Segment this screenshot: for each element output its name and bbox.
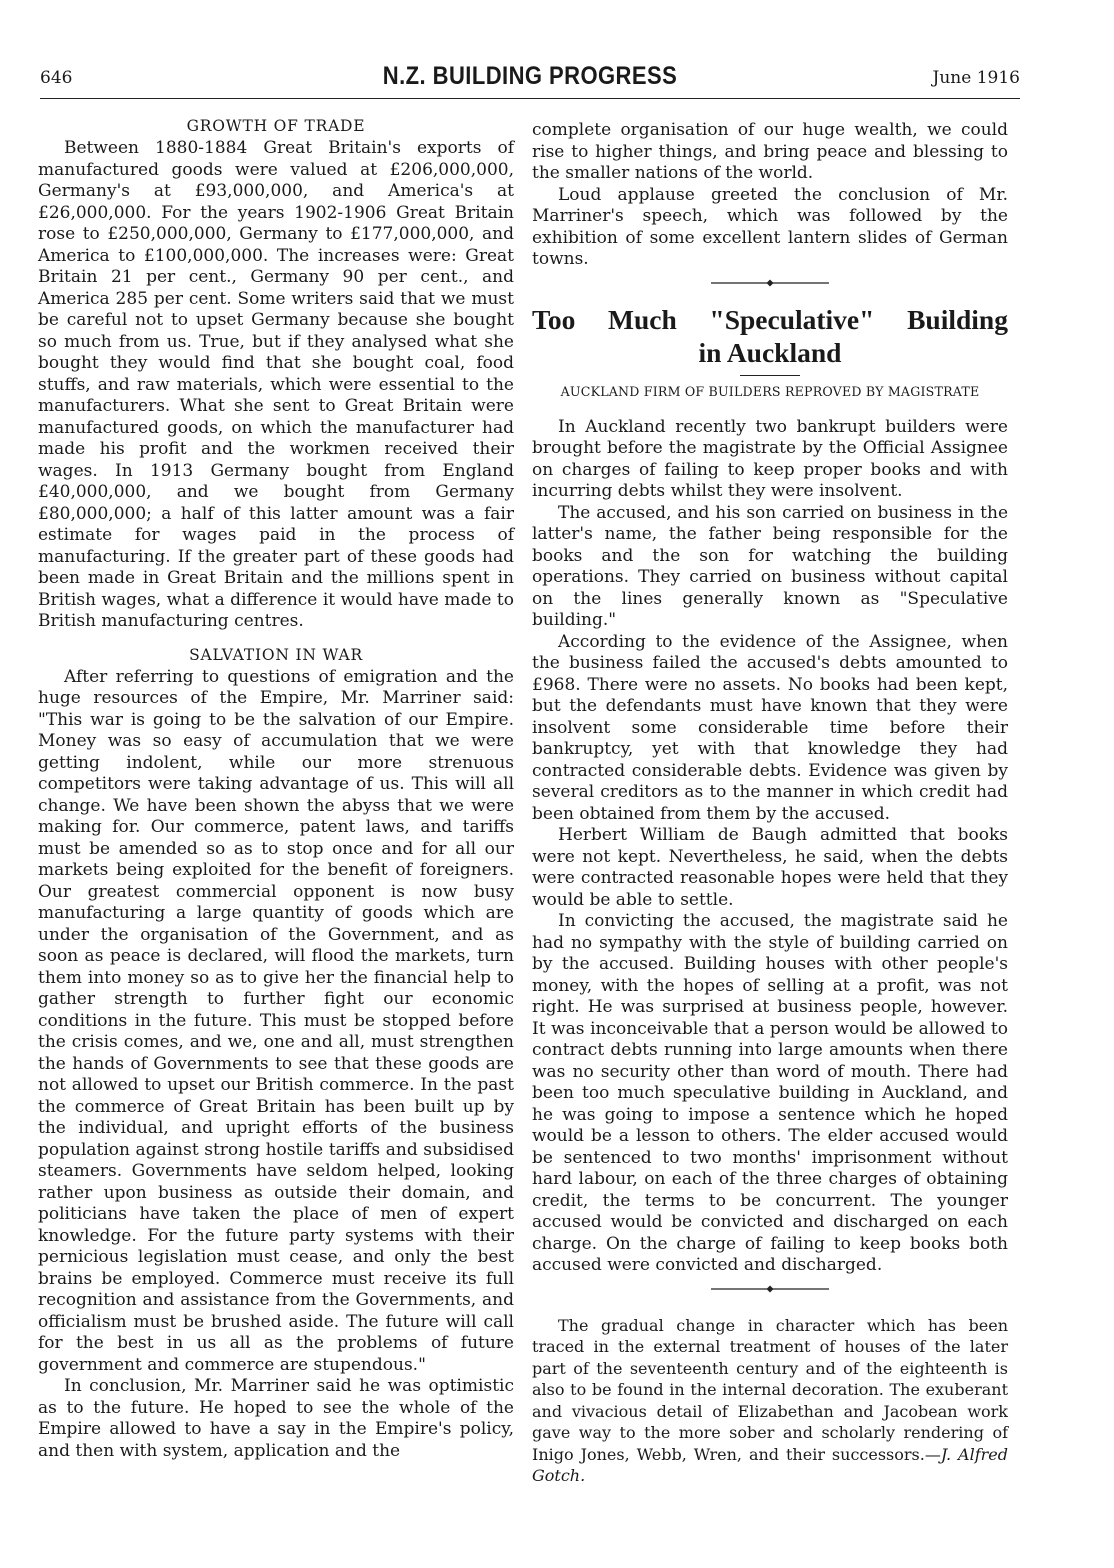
article-title [532, 303, 1008, 369]
right-column [532, 120, 1008, 1487]
paragraph: According to the evidence of the Assignee, when the business failed the accused's debts amounted to £968. There were no assets. No books had been kept, but the defendants must have known that they were insolvent some considerable time before their bankruptcy, yet with that knowledge they had contracted considerable debts. Evidence was given by several creditors as to the manner in which credit had been obtained from them by the accused. [532, 631, 1008, 824]
article-kicker: AUCKLAND FIRM OF BUILDERS REPROVED BY MAGISTRATE [560, 383, 980, 399]
title-word: Too [532, 303, 576, 335]
article-title-line-1 [532, 303, 1008, 336]
subheading-salvation-in-war: SALVATION IN WAR [189, 645, 363, 664]
paragraph: In convicting the accused, the magistrate said he had no sympathy with the style of building carried on by the accused. Building houses with other people's money, with the hopes of selling at a profit, was not right. He was surprised at business people, however. It was inconceivable that a person would be allowed to contract debts running into large amounts when there was no security other than word of mouth. There had been too much speculative building in Auckland, and he was going to impose a sentence which he hoped would be a lesson to others. The elder accused would be sentenced to two months' imprisonment without hard labour, on each of the three charges of obtaining credit, the terms to be concurrent. The younger accused would be convicted and discharged on each charge. On the charge of failing to keep books both accused were convicted and discharged. [532, 911, 1008, 1275]
header-rule [40, 98, 1020, 99]
paragraph: Herbert William de Baugh admitted that books were not kept. Nevertheless, he said, when the debts were contracted reasonable hopes were held that they would be able to settle. [532, 825, 1008, 910]
paragraph: Between 1880-1884 Great Britain's exports of manufactured goods were valued at £206,000,000, Germany's at £93,000,000, and America's at £26,000,000. For the years 1902-1906 Great Britain rose to £250,000,000, Germany to £177,000,000, and America to £100,000,000. The increases were: Great Britain 21 per cent., Germany 90 per cent., and America 285 per cent. Some writers said that we must be careful not to upset Germany because she bought so much from us. True, but if they analysed what she bought they would find that she bought coal, food stuffs, and raw materials, which were essential to the manufacturers. What she sent to Great Britain were manufactured goods, on which the manufacturer had made his profit and the workmen received their wages. In 1913 Germany bought from England £40,000,000, and we bought from Germany £80,000,000; a half of this latter amount was a fair estimate for wages paid in the process of manufacturing. If the greater part of these goods had been made in Great Britain and the millions spent in British wages, what a difference it would have made to British manufacturing centres. [38, 138, 514, 631]
left-column [38, 116, 514, 1462]
title-word: Building [907, 303, 1008, 335]
paragraph: In Auckland recently two bankrupt builders were brought before the magistrate by the Official Assignee on charges of failing to keep proper books and with incurring debts whilst they were insolvent. [532, 416, 1008, 501]
quotation-text: The gradual change in character which has been traced in the external treatment of houses of the later part of the seventeenth century and of the eighteenth is also to be found in the internal decoration. The exuberant and vivacious detail of Elizabethan and Jacobean work gave way to the more sober and scholarly rendering of Inigo Jones, Webb, Wren, and their successors.— [532, 1315, 1008, 1464]
paragraph: After referring to questions of emigration and the huge resources of the Empire, Mr. Marriner said: "This war is going to be the salvation of our Empire. Money was so easy of accumulation that we were getting indolent, while our more strenuous competitors were taking advantage of us. This will all change. We have been shown the abyss that we were making for. Our commerce, patent laws, and tariffs must be amended so as to stop once and for all our markets being exploited for the benefit of foreigners. Our greatest commercial opponent is now busy manufacturing a large quantity of goods which are under the organisation of the Government, and as soon as peace is declared, will flood the markets, turn them into money so as to give her the financial help to gather strength to further fight our economic conditions in the future. This must be stopped before the crisis comes, and we, one and all, must strengthen the hands of Governments to see that these goods are not allowed to upset our British commerce. In the past the commerce of Great Britain has been built up by the individual, and upright efforts of the business population against strong hostile tariffs and subsidised steamers. Governments have seldom helped, looking rather upon business as outside their domain, and politicians have taken the place of men of expert knowledge. For the future party systems with their pernicious legislation must cease, and only the best brains be employed. Commerce must receive its full recognition and assistance from the Governments, and officialism must be brushed aside. The future will call for the best in us all as the problems of future government and commerce are stupendous." [38, 666, 514, 1375]
title-word: Much [608, 303, 677, 335]
title-word: "Speculative" [709, 303, 875, 335]
page-number: 646 [40, 68, 73, 88]
quotation-block [532, 1315, 1008, 1487]
article-title-line-2: in Auckland [698, 336, 842, 368]
paragraph: The accused, and his son carried on business in the latter's name, the father being responsible for the books and the son for watching the building operations. They carried on business without capital on the lines generally known as "Speculative building." [532, 502, 1008, 630]
subheading-growth-of-trade: GROWTH OF TRADE [186, 117, 366, 135]
section-divider-ornament [711, 1285, 829, 1293]
title-rule [740, 375, 800, 376]
quotation [532, 1315, 1008, 1487]
section-divider-ornament [711, 279, 829, 287]
paragraph: In conclusion, Mr. Marriner said he was optimistic as to the future. He hoped to see the whole of the Empire allowed to have a say in the Empire's policy, and then with system, application and the [38, 1376, 514, 1461]
paragraph: Loud applause greeted the conclusion of Mr. Marriner's speech, which was followed by the exhibition of some excellent lantern slides of German towns. [532, 184, 1008, 269]
quotation-author: J. Alfred Gotch. [532, 1444, 1009, 1485]
issue-date: June 1916 [932, 68, 1020, 88]
journal-title: N.Z. BUILDING PROGRESS [382, 62, 678, 90]
page-header [40, 62, 1020, 92]
paragraph-continued: complete organisation of our huge wealth, we could rise to higher things, and bring peace and blessing to the smaller nations of the world. [532, 120, 1008, 183]
